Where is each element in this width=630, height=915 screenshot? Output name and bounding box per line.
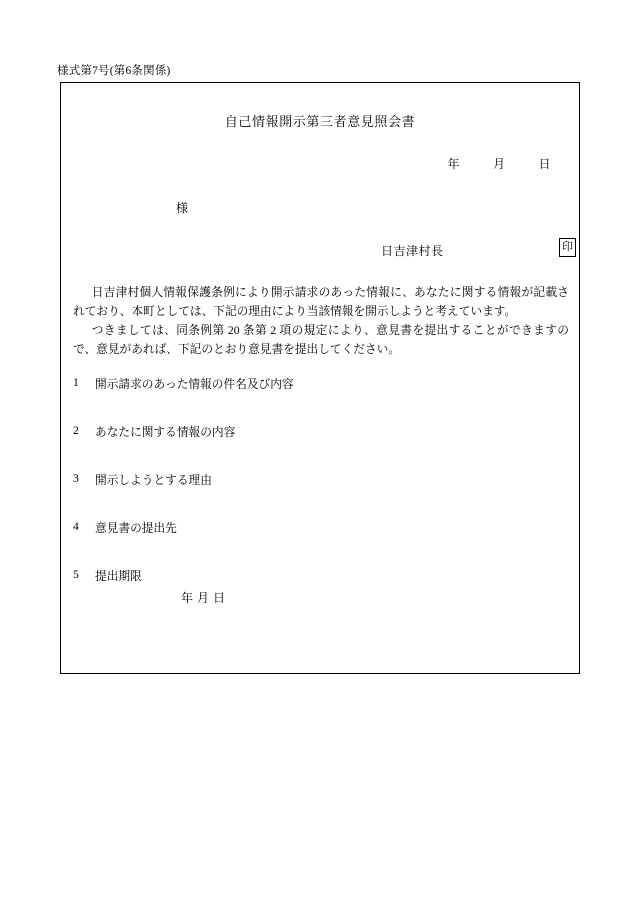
item-text: 開示請求のあった情報の件名及び内容 bbox=[95, 378, 294, 391]
item-text: 提出期限 bbox=[95, 570, 142, 583]
form-frame bbox=[60, 82, 580, 674]
seal-icon: 印 bbox=[559, 238, 576, 257]
date-month-label: 月 bbox=[492, 157, 506, 171]
deadline-year-label: 年 bbox=[181, 591, 194, 605]
item-text: 開示しようとする理由 bbox=[95, 474, 212, 487]
deadline-day-label: 日 bbox=[213, 591, 226, 605]
deadline-date-line bbox=[181, 589, 226, 606]
date-year-label: 年 bbox=[447, 157, 460, 171]
item-number: 5 bbox=[73, 568, 79, 581]
deadline-month-label: 月 bbox=[197, 591, 210, 605]
list-item bbox=[73, 376, 569, 424]
item-number: 1 bbox=[73, 376, 79, 389]
date-line bbox=[447, 155, 551, 172]
item-text: あなたに関する情報の内容 bbox=[95, 426, 236, 439]
body-text bbox=[73, 283, 569, 359]
item-number: 4 bbox=[73, 520, 79, 533]
list-item bbox=[73, 424, 569, 472]
addressee-suffix: 様 bbox=[176, 201, 189, 215]
list-item bbox=[73, 520, 569, 568]
issuer-name: 日吉津村長 bbox=[381, 244, 444, 258]
list-item bbox=[73, 472, 569, 520]
items-list bbox=[73, 376, 569, 616]
form-number-label: 様式第7号(第6条関係) bbox=[57, 65, 171, 77]
item-number: 2 bbox=[73, 424, 79, 437]
item-text: 意見書の提出先 bbox=[95, 522, 177, 535]
item-number: 3 bbox=[73, 472, 79, 485]
document-title: 自己情報開示第三者意見照会書 bbox=[224, 114, 416, 129]
body-paragraph-1: 日吉津村個人情報保護条例により開示請求のあった情報に、あなたに関する情報が記載されており、本町としては、下記の理由により当該情報を開示しようと考えています。 bbox=[73, 286, 569, 318]
issuer-row bbox=[61, 242, 579, 262]
body-paragraph-2: つきましては、同条例第 20 条第 2 項の規定により、意見書を提出することができますので、意見があれば、下記のとおり意見書を提出してください。 bbox=[73, 324, 569, 356]
list-item bbox=[73, 568, 569, 616]
date-day-label: 日 bbox=[538, 157, 551, 171]
